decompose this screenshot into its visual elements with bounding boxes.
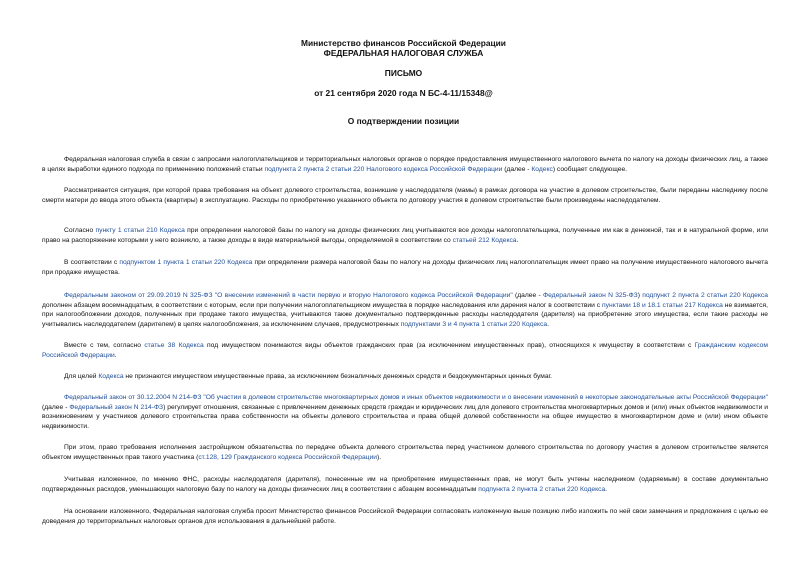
paragraph-text: Вместе с тем, согласно <box>64 342 145 349</box>
legal-reference-link[interactable]: подпунктами 3 и 4 пункта 1 статьи 220 Кодекса <box>400 320 548 328</box>
paragraph-text: . <box>516 236 519 244</box>
paragraph-3 <box>42 226 768 245</box>
paragraph-text: В соответствии с <box>64 259 120 266</box>
paragraph-text: Учитывая изложенное, по мнению ФНС, расходы наследодателя (дарителя), понесенные им на приобретение имущественных прав, не могут быть учтены наследником (одаряемым) в составе документально подтвержденных расходов, уменьшающих налоговую базу по налогу на доходы физических лиц в соответствии с абзацем восемнадцатым <box>42 476 768 493</box>
paragraph-4 <box>42 258 768 277</box>
paragraph-text: под имуществом понимаются виды объектов гражданских прав (за исключением имущественных прав), относящихся к имуществу в соответствии с <box>203 342 695 349</box>
paragraph-text: ). <box>376 453 382 461</box>
legal-reference-link[interactable]: подпункта 2 пункта 2 статьи 220 Налогового кодекса Российской Федерации <box>264 165 503 173</box>
paragraph-11 <box>42 507 768 526</box>
paragraph-text: не взимается, при налогообложении доходов, полученных при продаже такого имущества, учитываются также документально подтвержденные расходы наследодателя (дарителя) на приобретение этого имущества, если такие расходы не учитывались наследодателем (дарителем) в целях налогообложения, за исключением случаев, предусмотренных <box>42 301 768 328</box>
paragraph-text: Рассматривается ситуация, при которой права требования на объект долевого строительства, возникшие у наследодателя (мамы) в рамках договора на участие в долевом строительстве, были переданы наследнику после смерти матери до ввода этого объекта (квартиры) в эксплуатацию. Расходы по приобретению указанного объекта по договору участия в долевом строительстве были произведены наследодателем. <box>42 187 768 204</box>
paragraph-6 <box>42 341 768 360</box>
doc-subject: О подтверждении позиции <box>347 116 460 126</box>
paragraph-7 <box>42 372 768 382</box>
paragraph-text: . <box>605 485 608 493</box>
paragraph-1 <box>42 155 768 174</box>
paragraph-text: Федеральная налоговая служба в связи с запросами налогоплательщиков и территориальных налоговых органов о порядке предоставления имущественного налогового вычета по налогу на доходы физических лиц, а также в целях выработки единого подхода по применению положений статьи <box>42 156 768 173</box>
legal-reference-link[interactable]: Федеральный закон N 214-ФЗ <box>69 403 164 411</box>
paragraph-text: (далее - <box>512 292 544 299</box>
legal-reference-link[interactable]: Кодекса <box>98 373 124 380</box>
paragraph-text: ) сообщает следующее. <box>552 165 628 173</box>
paragraph-8 <box>42 393 768 431</box>
paragraph-2 <box>42 186 768 205</box>
doc-type: ПИСЬМО <box>384 68 423 78</box>
doc-date-number: от 21 сентября 2020 года N БС-4-11/15348@ <box>314 88 493 98</box>
paragraph-text: (далее - <box>42 403 70 411</box>
legal-reference-link[interactable]: подпункта 2 пункта 2 статьи 220 Кодекса <box>478 485 606 493</box>
legal-reference-link[interactable]: статьей 212 Кодекса <box>452 236 517 244</box>
paragraph-text: . <box>547 320 549 328</box>
paragraph-text: ) регулирует отношения, связанные с привлечением денежных средств граждан и юридических лиц для долевого строительства многоквартирных домов и (или) иных объектов недвижимости и возникновением у участников долевого строительства права собственности на объекты долевого строительства и права общей долевой собственности на общее имущество в многоквартирном доме и (или) ином объекте недвижимости. <box>42 403 768 430</box>
legal-reference-link[interactable]: Гражданским кодексом Российской Федерации <box>42 342 768 359</box>
legal-reference-link[interactable]: подпункт 2 пункта 2 статьи 220 Кодекса <box>642 292 768 299</box>
legal-reference-link[interactable]: статье 38 Кодекса <box>144 342 204 349</box>
legal-reference-link[interactable]: пунктами 18 и 18.1 статьи 217 Кодекса <box>602 301 723 309</box>
legal-reference-link[interactable]: подпунктом 1 пункта 1 статьи 220 Кодекса <box>119 259 253 266</box>
paragraph-text: . <box>114 351 117 359</box>
legal-reference-link[interactable]: ст.128, 129 Гражданского кодекса Российской Федерации <box>198 453 377 461</box>
paragraph-text: при определении размера налоговой базы по налогу на доходы физических лиц налогоплательщик имеет право на получение имущественного налогового вычета при продаже имущества. <box>42 259 769 276</box>
paragraph-9 <box>42 443 768 462</box>
paragraph-text: при определении налоговой базы по налогу на доходы физических лиц учитываются все доходы налогоплательщика, полученные им как в денежной, так и в натуральной форме, или право на распоряжение которыми у него возникло, а также доходы в виде материальной выгоды, определяемой в соответствии со <box>42 227 769 244</box>
legal-reference-link[interactable]: Кодекс <box>531 165 553 173</box>
paragraph-text: не признаются имуществом имущественные права, за исключением безналичных денежных средств и бездокументарных ценных бумаг. <box>123 373 553 380</box>
paragraph-text: Для целей <box>64 373 99 380</box>
paragraph-text: (далее - <box>502 165 532 173</box>
legal-reference-link[interactable]: пункту 1 статьи 210 Кодекса <box>95 227 185 234</box>
legal-reference-link[interactable]: Федеральным законом от 29.09.2019 N 325-ФЗ "О внесении изменений в части первую и вторую Налогового кодекса Российской Федерации" <box>64 292 513 299</box>
legal-reference-link[interactable]: Федеральный закон N 325-ФЗ <box>543 292 638 299</box>
paragraph-text: дополнен абзацем восемнадцатым, в соответствии с которым, если при получении налогоплательщиком имущества в порядке наследования или дарения налог в соответствии с <box>42 301 603 309</box>
ministry-title: Министерство финансов Российской Федерации <box>301 38 506 48</box>
paragraph-10 <box>42 475 768 494</box>
paragraph-5 <box>42 291 768 329</box>
service-title: ФЕДЕРАЛЬНАЯ НАЛОГОВАЯ СЛУЖБА <box>323 48 484 58</box>
paragraph-text: Согласно <box>64 227 96 234</box>
legal-reference-link[interactable]: Федеральный закон от 30.12.2004 N 214-ФЗ "Об участии в долевом строительстве многоквартирных домов и иных объектов недвижимости и о внесении изменений в некоторые законодательные акты Российской Федерации" <box>64 394 768 401</box>
paragraph-text: При этом, право требования исполнения застройщиком обязательства по передаче объекта долевого строительства перед участником долевого строительства по договору участия в долевом строительстве является объектом имущественных прав такого участника ( <box>42 444 768 461</box>
paragraph-text: ) <box>637 292 643 299</box>
paragraph-text: На основании изложенного, Федеральная налоговая служба просит Министерство финансов Российской Федерации согласовать изложенную выше позицию либо изложить по ней свои замечания и предложения с целью ее доведения до территориальных налоговых органов для использования в дальнейшей работе. <box>42 508 768 525</box>
